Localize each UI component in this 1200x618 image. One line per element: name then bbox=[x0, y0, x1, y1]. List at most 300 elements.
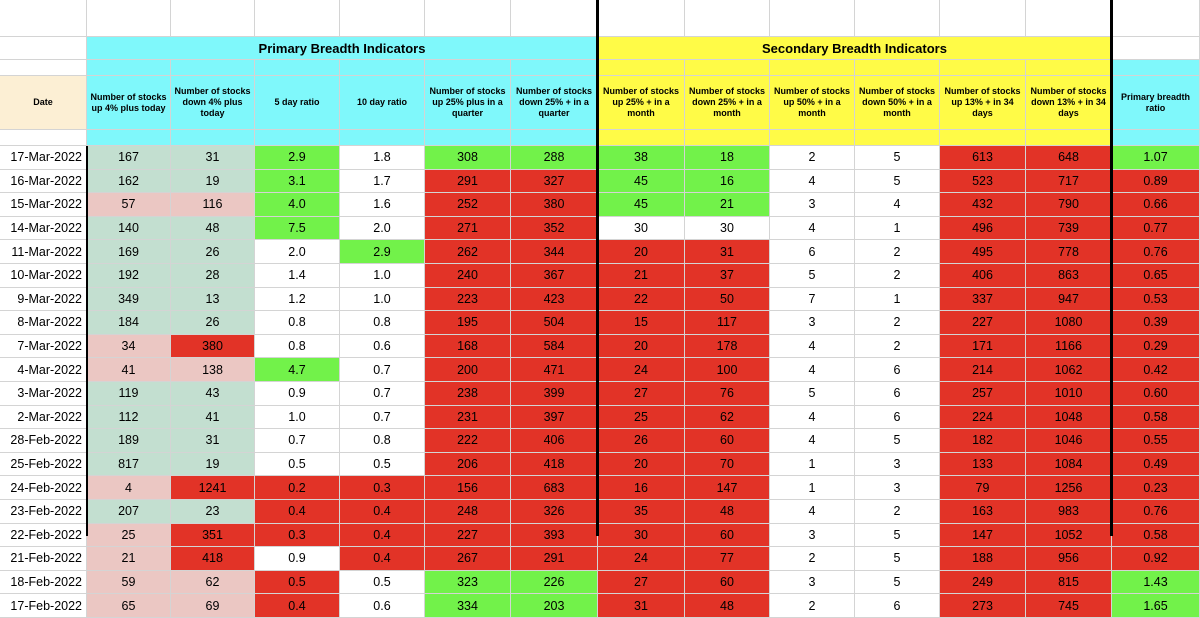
data-cell[interactable]: 0.66 bbox=[1112, 193, 1200, 217]
data-cell[interactable]: 57 bbox=[87, 193, 171, 217]
data-cell[interactable]: 0.8 bbox=[255, 335, 340, 359]
data-cell[interactable]: 0.4 bbox=[255, 500, 340, 524]
data-cell[interactable]: 983 bbox=[1026, 500, 1112, 524]
data-cell[interactable]: 5 bbox=[770, 264, 855, 288]
data-cell[interactable]: 162 bbox=[87, 170, 171, 194]
grid-cell[interactable] bbox=[1026, 0, 1112, 37]
data-cell[interactable]: 167 bbox=[87, 146, 171, 170]
grid-cell[interactable] bbox=[425, 0, 511, 37]
data-cell[interactable]: 171 bbox=[940, 335, 1026, 359]
data-cell[interactable]: 192 bbox=[87, 264, 171, 288]
data-cell[interactable]: 1 bbox=[855, 217, 940, 241]
grid-cell[interactable] bbox=[1112, 130, 1200, 146]
grid-cell[interactable] bbox=[0, 130, 87, 146]
data-cell[interactable]: 20 bbox=[598, 240, 685, 264]
data-cell[interactable]: 817 bbox=[87, 453, 171, 477]
data-cell[interactable]: 0.9 bbox=[255, 382, 340, 406]
data-cell[interactable]: 0.5 bbox=[255, 571, 340, 595]
data-cell[interactable]: 1.07 bbox=[1112, 146, 1200, 170]
data-cell[interactable]: 147 bbox=[685, 476, 770, 500]
data-cell[interactable]: 0.9 bbox=[255, 547, 340, 571]
data-cell[interactable]: 1166 bbox=[1026, 335, 1112, 359]
data-cell[interactable]: 0.8 bbox=[340, 311, 425, 335]
data-cell[interactable]: 0.77 bbox=[1112, 217, 1200, 241]
data-cell[interactable]: 323 bbox=[425, 571, 511, 595]
data-cell[interactable]: 863 bbox=[1026, 264, 1112, 288]
data-cell[interactable]: 35 bbox=[598, 500, 685, 524]
data-cell[interactable]: 223 bbox=[425, 288, 511, 312]
data-cell[interactable]: 48 bbox=[685, 594, 770, 618]
data-cell[interactable]: 1256 bbox=[1026, 476, 1112, 500]
data-cell[interactable]: 30 bbox=[598, 217, 685, 241]
data-cell[interactable]: 3.1 bbox=[255, 170, 340, 194]
data-cell[interactable]: 48 bbox=[171, 217, 255, 241]
data-cell[interactable]: 116 bbox=[171, 193, 255, 217]
grid-cell[interactable] bbox=[87, 0, 171, 37]
data-cell[interactable]: 2 bbox=[770, 594, 855, 618]
data-cell[interactable]: 1.0 bbox=[340, 288, 425, 312]
grid-cell[interactable] bbox=[1112, 60, 1200, 76]
data-cell[interactable]: 523 bbox=[940, 170, 1026, 194]
data-cell[interactable]: 337 bbox=[940, 288, 1026, 312]
data-cell[interactable]: 28 bbox=[171, 264, 255, 288]
data-cell[interactable]: 34 bbox=[87, 335, 171, 359]
grid-cell[interactable] bbox=[855, 0, 940, 37]
grid-cell[interactable] bbox=[855, 60, 940, 76]
data-cell[interactable]: 0.5 bbox=[340, 453, 425, 477]
date-cell[interactable]: 2-Mar-2022 bbox=[0, 406, 87, 430]
grid-cell[interactable] bbox=[1112, 37, 1200, 60]
data-cell[interactable]: 26 bbox=[171, 311, 255, 335]
date-cell[interactable]: 28-Feb-2022 bbox=[0, 429, 87, 453]
data-cell[interactable]: 2 bbox=[770, 146, 855, 170]
data-cell[interactable]: 0.49 bbox=[1112, 453, 1200, 477]
grid-cell[interactable] bbox=[770, 60, 855, 76]
data-cell[interactable]: 184 bbox=[87, 311, 171, 335]
data-cell[interactable]: 344 bbox=[511, 240, 598, 264]
data-cell[interactable]: 380 bbox=[171, 335, 255, 359]
data-cell[interactable]: 1010 bbox=[1026, 382, 1112, 406]
data-cell[interactable]: 231 bbox=[425, 406, 511, 430]
data-cell[interactable]: 188 bbox=[940, 547, 1026, 571]
data-cell[interactable]: 0.65 bbox=[1112, 264, 1200, 288]
data-cell[interactable]: 189 bbox=[87, 429, 171, 453]
data-cell[interactable]: 1 bbox=[770, 453, 855, 477]
grid-cell[interactable] bbox=[598, 130, 685, 146]
data-cell[interactable]: 26 bbox=[598, 429, 685, 453]
date-cell[interactable]: 10-Mar-2022 bbox=[0, 264, 87, 288]
data-cell[interactable]: 38 bbox=[598, 146, 685, 170]
date-cell[interactable]: 23-Feb-2022 bbox=[0, 500, 87, 524]
grid-cell[interactable] bbox=[770, 0, 855, 37]
data-cell[interactable]: 5 bbox=[855, 571, 940, 595]
data-cell[interactable]: 2.9 bbox=[255, 146, 340, 170]
data-cell[interactable]: 291 bbox=[425, 170, 511, 194]
data-cell[interactable]: 214 bbox=[940, 358, 1026, 382]
data-cell[interactable]: 745 bbox=[1026, 594, 1112, 618]
data-cell[interactable]: 43 bbox=[171, 382, 255, 406]
grid-cell[interactable] bbox=[685, 60, 770, 76]
data-cell[interactable]: 27 bbox=[598, 382, 685, 406]
date-cell[interactable]: 7-Mar-2022 bbox=[0, 335, 87, 359]
data-cell[interactable]: 2 bbox=[770, 547, 855, 571]
data-cell[interactable]: 2 bbox=[855, 311, 940, 335]
data-cell[interactable]: 1 bbox=[855, 288, 940, 312]
data-cell[interactable]: 0.42 bbox=[1112, 358, 1200, 382]
data-cell[interactable]: 76 bbox=[685, 382, 770, 406]
data-cell[interactable]: 59 bbox=[87, 571, 171, 595]
data-cell[interactable]: 227 bbox=[940, 311, 1026, 335]
data-cell[interactable]: 4 bbox=[770, 500, 855, 524]
data-cell[interactable]: 25 bbox=[87, 524, 171, 548]
data-cell[interactable]: 291 bbox=[511, 547, 598, 571]
data-cell[interactable]: 13 bbox=[171, 288, 255, 312]
grid-cell[interactable] bbox=[340, 0, 425, 37]
data-cell[interactable]: 133 bbox=[940, 453, 1026, 477]
data-cell[interactable]: 70 bbox=[685, 453, 770, 477]
data-cell[interactable]: 226 bbox=[511, 571, 598, 595]
data-cell[interactable]: 947 bbox=[1026, 288, 1112, 312]
data-cell[interactable]: 62 bbox=[171, 571, 255, 595]
data-cell[interactable]: 0.39 bbox=[1112, 311, 1200, 335]
data-cell[interactable]: 147 bbox=[940, 524, 1026, 548]
data-cell[interactable]: 168 bbox=[425, 335, 511, 359]
date-cell[interactable]: 22-Feb-2022 bbox=[0, 524, 87, 548]
data-cell[interactable]: 238 bbox=[425, 382, 511, 406]
data-cell[interactable]: 100 bbox=[685, 358, 770, 382]
data-cell[interactable]: 41 bbox=[171, 406, 255, 430]
data-cell[interactable]: 138 bbox=[171, 358, 255, 382]
data-cell[interactable]: 418 bbox=[511, 453, 598, 477]
grid-cell[interactable] bbox=[87, 130, 171, 146]
data-cell[interactable]: 140 bbox=[87, 217, 171, 241]
data-cell[interactable]: 163 bbox=[940, 500, 1026, 524]
data-cell[interactable]: 203 bbox=[511, 594, 598, 618]
data-cell[interactable]: 257 bbox=[940, 382, 1026, 406]
grid-cell[interactable] bbox=[511, 60, 598, 76]
data-cell[interactable]: 739 bbox=[1026, 217, 1112, 241]
grid-cell[interactable] bbox=[770, 130, 855, 146]
data-cell[interactable]: 5 bbox=[855, 146, 940, 170]
data-cell[interactable]: 5 bbox=[770, 382, 855, 406]
date-cell[interactable]: 17-Feb-2022 bbox=[0, 594, 87, 618]
data-cell[interactable]: 367 bbox=[511, 264, 598, 288]
date-cell[interactable]: 4-Mar-2022 bbox=[0, 358, 87, 382]
data-cell[interactable]: 2.0 bbox=[340, 217, 425, 241]
data-cell[interactable]: 1.0 bbox=[340, 264, 425, 288]
data-cell[interactable]: 327 bbox=[511, 170, 598, 194]
data-cell[interactable]: 2 bbox=[855, 335, 940, 359]
data-cell[interactable]: 24 bbox=[598, 547, 685, 571]
data-cell[interactable]: 6 bbox=[855, 358, 940, 382]
data-cell[interactable]: 4 bbox=[770, 406, 855, 430]
data-cell[interactable]: 15 bbox=[598, 311, 685, 335]
data-cell[interactable]: 613 bbox=[940, 146, 1026, 170]
data-cell[interactable]: 3 bbox=[855, 453, 940, 477]
grid-cell[interactable] bbox=[0, 60, 87, 76]
data-cell[interactable]: 349 bbox=[87, 288, 171, 312]
grid-cell[interactable] bbox=[425, 60, 511, 76]
data-cell[interactable]: 2 bbox=[855, 264, 940, 288]
data-cell[interactable]: 1.65 bbox=[1112, 594, 1200, 618]
data-cell[interactable]: 0.7 bbox=[255, 429, 340, 453]
data-cell[interactable]: 48 bbox=[685, 500, 770, 524]
data-cell[interactable]: 4 bbox=[770, 170, 855, 194]
grid-cell[interactable] bbox=[0, 37, 87, 60]
data-cell[interactable]: 18 bbox=[685, 146, 770, 170]
data-cell[interactable]: 432 bbox=[940, 193, 1026, 217]
data-cell[interactable]: 262 bbox=[425, 240, 511, 264]
data-cell[interactable]: 496 bbox=[940, 217, 1026, 241]
data-cell[interactable]: 1.2 bbox=[255, 288, 340, 312]
data-cell[interactable]: 207 bbox=[87, 500, 171, 524]
data-cell[interactable]: 22 bbox=[598, 288, 685, 312]
data-cell[interactable]: 77 bbox=[685, 547, 770, 571]
data-cell[interactable]: 1046 bbox=[1026, 429, 1112, 453]
grid-cell[interactable] bbox=[1112, 0, 1200, 37]
data-cell[interactable]: 334 bbox=[425, 594, 511, 618]
data-cell[interactable]: 271 bbox=[425, 217, 511, 241]
data-cell[interactable]: 0.3 bbox=[340, 476, 425, 500]
data-cell[interactable]: 41 bbox=[87, 358, 171, 382]
date-cell[interactable]: 17-Mar-2022 bbox=[0, 146, 87, 170]
data-cell[interactable]: 60 bbox=[685, 571, 770, 595]
grid-cell[interactable] bbox=[940, 0, 1026, 37]
data-cell[interactable]: 0.53 bbox=[1112, 288, 1200, 312]
data-cell[interactable]: 504 bbox=[511, 311, 598, 335]
data-cell[interactable]: 1.7 bbox=[340, 170, 425, 194]
data-cell[interactable]: 24 bbox=[598, 358, 685, 382]
date-cell[interactable]: 8-Mar-2022 bbox=[0, 311, 87, 335]
data-cell[interactable]: 288 bbox=[511, 146, 598, 170]
data-cell[interactable]: 2.9 bbox=[340, 240, 425, 264]
grid-cell[interactable] bbox=[598, 60, 685, 76]
data-cell[interactable]: 0.76 bbox=[1112, 500, 1200, 524]
data-cell[interactable]: 45 bbox=[598, 170, 685, 194]
data-cell[interactable]: 1 bbox=[770, 476, 855, 500]
grid-cell[interactable] bbox=[425, 130, 511, 146]
date-cell[interactable]: 11-Mar-2022 bbox=[0, 240, 87, 264]
data-cell[interactable]: 178 bbox=[685, 335, 770, 359]
date-cell[interactable]: 24-Feb-2022 bbox=[0, 476, 87, 500]
data-cell[interactable]: 778 bbox=[1026, 240, 1112, 264]
data-cell[interactable]: 418 bbox=[171, 547, 255, 571]
data-cell[interactable]: 31 bbox=[171, 146, 255, 170]
data-cell[interactable]: 37 bbox=[685, 264, 770, 288]
data-cell[interactable]: 240 bbox=[425, 264, 511, 288]
data-cell[interactable]: 60 bbox=[685, 429, 770, 453]
data-cell[interactable]: 267 bbox=[425, 547, 511, 571]
data-cell[interactable]: 0.58 bbox=[1112, 524, 1200, 548]
data-cell[interactable]: 423 bbox=[511, 288, 598, 312]
data-cell[interactable]: 200 bbox=[425, 358, 511, 382]
data-cell[interactable]: 19 bbox=[171, 453, 255, 477]
data-cell[interactable]: 0.5 bbox=[340, 571, 425, 595]
data-cell[interactable]: 3 bbox=[770, 311, 855, 335]
data-cell[interactable]: 0.89 bbox=[1112, 170, 1200, 194]
data-cell[interactable]: 308 bbox=[425, 146, 511, 170]
grid-cell[interactable] bbox=[340, 130, 425, 146]
data-cell[interactable]: 648 bbox=[1026, 146, 1112, 170]
data-cell[interactable]: 248 bbox=[425, 500, 511, 524]
data-cell[interactable]: 16 bbox=[685, 170, 770, 194]
data-cell[interactable]: 3 bbox=[770, 524, 855, 548]
data-cell[interactable]: 717 bbox=[1026, 170, 1112, 194]
date-cell[interactable]: 3-Mar-2022 bbox=[0, 382, 87, 406]
grid-cell[interactable] bbox=[511, 130, 598, 146]
data-cell[interactable]: 584 bbox=[511, 335, 598, 359]
data-cell[interactable]: 495 bbox=[940, 240, 1026, 264]
data-cell[interactable]: 227 bbox=[425, 524, 511, 548]
grid-cell[interactable] bbox=[87, 60, 171, 76]
date-cell[interactable]: 9-Mar-2022 bbox=[0, 288, 87, 312]
data-cell[interactable]: 69 bbox=[171, 594, 255, 618]
data-cell[interactable]: 0.7 bbox=[340, 406, 425, 430]
data-cell[interactable]: 393 bbox=[511, 524, 598, 548]
date-cell[interactable]: 21-Feb-2022 bbox=[0, 547, 87, 571]
data-cell[interactable]: 956 bbox=[1026, 547, 1112, 571]
data-cell[interactable]: 3 bbox=[770, 193, 855, 217]
data-cell[interactable]: 224 bbox=[940, 406, 1026, 430]
grid-cell[interactable] bbox=[1026, 60, 1112, 76]
data-cell[interactable]: 4 bbox=[770, 217, 855, 241]
data-cell[interactable]: 0.55 bbox=[1112, 429, 1200, 453]
data-cell[interactable]: 2 bbox=[855, 240, 940, 264]
data-cell[interactable]: 352 bbox=[511, 217, 598, 241]
data-cell[interactable]: 1.0 bbox=[255, 406, 340, 430]
data-cell[interactable]: 222 bbox=[425, 429, 511, 453]
data-cell[interactable]: 406 bbox=[940, 264, 1026, 288]
data-cell[interactable]: 1084 bbox=[1026, 453, 1112, 477]
data-cell[interactable]: 5 bbox=[855, 170, 940, 194]
data-cell[interactable]: 25 bbox=[598, 406, 685, 430]
grid-cell[interactable] bbox=[171, 130, 255, 146]
data-cell[interactable]: 2.0 bbox=[255, 240, 340, 264]
data-cell[interactable]: 50 bbox=[685, 288, 770, 312]
data-cell[interactable]: 6 bbox=[855, 382, 940, 406]
date-cell[interactable]: 25-Feb-2022 bbox=[0, 453, 87, 477]
grid-cell[interactable] bbox=[685, 0, 770, 37]
data-cell[interactable]: 112 bbox=[87, 406, 171, 430]
grid-cell[interactable] bbox=[511, 0, 598, 37]
data-cell[interactable]: 79 bbox=[940, 476, 1026, 500]
grid-cell[interactable] bbox=[1026, 130, 1112, 146]
grid-cell[interactable] bbox=[940, 130, 1026, 146]
data-cell[interactable]: 0.29 bbox=[1112, 335, 1200, 359]
data-cell[interactable]: 20 bbox=[598, 453, 685, 477]
data-cell[interactable]: 0.2 bbox=[255, 476, 340, 500]
data-cell[interactable]: 4.7 bbox=[255, 358, 340, 382]
data-cell[interactable]: 0.4 bbox=[340, 524, 425, 548]
data-cell[interactable]: 19 bbox=[171, 170, 255, 194]
data-cell[interactable]: 31 bbox=[171, 429, 255, 453]
grid-cell[interactable] bbox=[171, 60, 255, 76]
data-cell[interactable]: 5 bbox=[855, 429, 940, 453]
data-cell[interactable]: 195 bbox=[425, 311, 511, 335]
data-cell[interactable]: 815 bbox=[1026, 571, 1112, 595]
data-cell[interactable]: 4.0 bbox=[255, 193, 340, 217]
data-cell[interactable]: 4 bbox=[770, 358, 855, 382]
data-cell[interactable]: 27 bbox=[598, 571, 685, 595]
data-cell[interactable]: 45 bbox=[598, 193, 685, 217]
data-cell[interactable]: 1080 bbox=[1026, 311, 1112, 335]
data-cell[interactable]: 2 bbox=[855, 500, 940, 524]
data-cell[interactable]: 30 bbox=[598, 524, 685, 548]
data-cell[interactable]: 169 bbox=[87, 240, 171, 264]
data-cell[interactable]: 62 bbox=[685, 406, 770, 430]
data-cell[interactable]: 21 bbox=[87, 547, 171, 571]
data-cell[interactable]: 16 bbox=[598, 476, 685, 500]
data-cell[interactable]: 0.6 bbox=[340, 594, 425, 618]
data-cell[interactable]: 0.76 bbox=[1112, 240, 1200, 264]
data-cell[interactable]: 6 bbox=[770, 240, 855, 264]
data-cell[interactable]: 0.3 bbox=[255, 524, 340, 548]
data-cell[interactable]: 7.5 bbox=[255, 217, 340, 241]
data-cell[interactable]: 23 bbox=[171, 500, 255, 524]
date-cell[interactable]: 14-Mar-2022 bbox=[0, 217, 87, 241]
data-cell[interactable]: 0.5 bbox=[255, 453, 340, 477]
data-cell[interactable]: 0.6 bbox=[340, 335, 425, 359]
data-cell[interactable]: 0.4 bbox=[255, 594, 340, 618]
data-cell[interactable]: 0.4 bbox=[340, 500, 425, 524]
data-cell[interactable]: 399 bbox=[511, 382, 598, 406]
data-cell[interactable]: 6 bbox=[855, 406, 940, 430]
data-cell[interactable]: 1241 bbox=[171, 476, 255, 500]
grid-cell[interactable] bbox=[255, 0, 340, 37]
data-cell[interactable]: 252 bbox=[425, 193, 511, 217]
data-cell[interactable]: 119 bbox=[87, 382, 171, 406]
data-cell[interactable]: 5 bbox=[855, 524, 940, 548]
grid-cell[interactable] bbox=[340, 60, 425, 76]
data-cell[interactable]: 0.92 bbox=[1112, 547, 1200, 571]
data-cell[interactable]: 790 bbox=[1026, 193, 1112, 217]
data-cell[interactable]: 4 bbox=[770, 429, 855, 453]
grid-cell[interactable] bbox=[598, 0, 685, 37]
data-cell[interactable]: 6 bbox=[855, 594, 940, 618]
data-cell[interactable]: 1.4 bbox=[255, 264, 340, 288]
data-cell[interactable]: 380 bbox=[511, 193, 598, 217]
data-cell[interactable]: 5 bbox=[855, 547, 940, 571]
grid-cell[interactable] bbox=[171, 0, 255, 37]
data-cell[interactable]: 0.23 bbox=[1112, 476, 1200, 500]
data-cell[interactable]: 0.8 bbox=[340, 429, 425, 453]
grid-cell[interactable] bbox=[940, 60, 1026, 76]
data-cell[interactable]: 0.58 bbox=[1112, 406, 1200, 430]
data-cell[interactable]: 182 bbox=[940, 429, 1026, 453]
grid-cell[interactable] bbox=[0, 0, 87, 37]
data-cell[interactable]: 3 bbox=[770, 571, 855, 595]
data-cell[interactable]: 1062 bbox=[1026, 358, 1112, 382]
data-cell[interactable]: 30 bbox=[685, 217, 770, 241]
data-cell[interactable]: 397 bbox=[511, 406, 598, 430]
data-cell[interactable]: 1052 bbox=[1026, 524, 1112, 548]
date-cell[interactable]: 18-Feb-2022 bbox=[0, 571, 87, 595]
date-cell[interactable]: 15-Mar-2022 bbox=[0, 193, 87, 217]
data-cell[interactable]: 117 bbox=[685, 311, 770, 335]
data-cell[interactable]: 683 bbox=[511, 476, 598, 500]
data-cell[interactable]: 4 bbox=[770, 335, 855, 359]
data-cell[interactable]: 0.7 bbox=[340, 382, 425, 406]
grid-cell[interactable] bbox=[855, 130, 940, 146]
grid-cell[interactable] bbox=[255, 130, 340, 146]
data-cell[interactable]: 60 bbox=[685, 524, 770, 548]
data-cell[interactable]: 1.6 bbox=[340, 193, 425, 217]
data-cell[interactable]: 31 bbox=[685, 240, 770, 264]
date-cell[interactable]: 16-Mar-2022 bbox=[0, 170, 87, 194]
data-cell[interactable]: 26 bbox=[171, 240, 255, 264]
grid-cell[interactable] bbox=[255, 60, 340, 76]
data-cell[interactable]: 0.7 bbox=[340, 358, 425, 382]
